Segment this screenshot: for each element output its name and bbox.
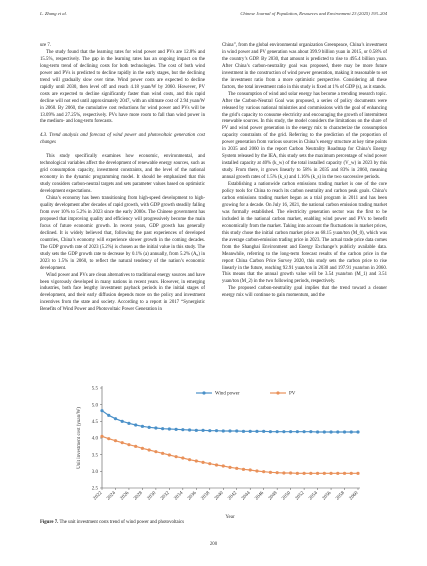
data-point (309, 472, 312, 475)
data-point (336, 472, 339, 475)
data-point (235, 429, 238, 432)
legend-label: Wind power (215, 391, 240, 397)
x-tick-label: 2026 (119, 490, 131, 502)
data-point (222, 429, 225, 432)
series-line (102, 411, 358, 432)
data-point (107, 437, 110, 440)
x-tick-label: 2038 (200, 490, 212, 502)
data-point (161, 452, 164, 455)
data-point (121, 441, 124, 444)
data-point (121, 420, 124, 423)
series-wind-power (100, 409, 359, 434)
x-tick-label: 2044 (241, 490, 252, 502)
data-point (262, 430, 265, 433)
figure-caption (40, 520, 184, 525)
data-point (235, 467, 238, 470)
data-point (329, 472, 332, 475)
x-tick-label: 2030 (146, 490, 158, 502)
data-point (201, 461, 204, 464)
data-point (356, 430, 359, 433)
data-point (289, 471, 292, 474)
paragraph: Establishing a nationwide carbon emissions trading market is one of the core policy tools for China to reach its carbon neutrality and carbon peak goals. China’s carbon emissions trading market began as a trial program in 2011 and has been growing for a decade. On July 16, 2021, the national carbon emission trading market was formally established. The electricity generation sector was the first to be included in the national carbon market, enabling wind power and PVs to benefit economically from the market. Taking into account the fluctuations in market prices, this study chose the initial carbon market price as 68.15 yuan/ton (M_0), which was the average carbon-emission trading price in 2023. The actual trade price data comes from the Shanghai Environment and Energy Exchange’s publicly available data. Meanwhile, referring to the long-term forecast results of the carbon price in the report China Carbon Price Survey 2020, this study sets the carbon price to rise linearly in the future, reaching 92.91 yuan/ton in 2030 and 197.91 yuan/ton in 2060. This means that the annual growth value will be 3.54 yuan/ton (M_1) and 3.51 yuan/ton (M_2) in the two following periods, respectively. (222, 182, 387, 285)
data-point (100, 435, 103, 438)
data-point (100, 409, 103, 412)
y-tick-label: 2.5 (91, 486, 98, 492)
x-tick-label: 2058 (335, 490, 346, 502)
data-point (343, 472, 346, 475)
y-tick-label: 3.5 (91, 453, 98, 459)
running-header-authors: L. Zhang et al. (40, 11, 67, 16)
data-point (249, 430, 252, 433)
data-point (114, 417, 117, 420)
legend-marker (202, 391, 205, 394)
data-point (255, 430, 258, 433)
data-point (114, 439, 117, 442)
y-tick-label: 4.0 (91, 436, 98, 442)
data-point (161, 427, 164, 430)
page-number: 200 (209, 542, 218, 547)
data-point (215, 463, 218, 466)
x-tick-label: 2022 (92, 490, 104, 502)
x-tick-label: 2032 (160, 490, 171, 502)
data-point (269, 471, 272, 474)
data-point (208, 462, 211, 465)
running-header-journal: Chinese Journal of Population, Resources and Environment 23 (2025) 193–204 (240, 11, 387, 16)
y-tick-label: 3.0 (91, 470, 98, 476)
x-tick-label: 2056 (321, 490, 333, 502)
series-pv (100, 435, 359, 475)
y-tick-label: 5.0 (91, 403, 98, 409)
data-point (309, 430, 312, 433)
paragraph: This study specifically examines how economic, environmental, and technological variables affect the development of renewable energy sources, such as grid consumption capacity, investment constraints, and the level of the national economy in the dynamic programming model. It should be emphasized that this study considers carbon-neutral targets and sets parameter values based on optimistic development expectations. (40, 154, 205, 195)
data-point (255, 469, 258, 472)
data-point (303, 430, 306, 433)
paragraph: ure 7. (40, 43, 52, 48)
data-point (148, 448, 151, 451)
data-point (154, 426, 157, 429)
data-point (350, 472, 353, 475)
chart-axes (102, 386, 360, 488)
paragraph: China’s economy has been transitioning from high-speed development to high-quality development after decades of rapid growth, with GDP growth steadily falling from over 10% to 5.2% in 2023 since the early 2000s. The Chinese government has proposed that improving quality and efficiency will progressively become the main focus of future economic growth. In recent years, GDP growth has generally declined. It is widely believed that, following the past experiences of developed countries, China’s economy will experience slower growth in the coming decades. The GDP growth rate of 2023 (5.2%) is chosen as the initial value in this study. The study sets the GDP growth rate to decrease by 0.1% (a) annually, from 5.2% (A₀) in 2023 to 1.5% in 2060, to reflect the natural tendency of the nation’s economic development. (40, 196, 205, 271)
data-point (242, 468, 245, 471)
data-point (323, 430, 326, 433)
paragraph: Wind power and PVs are clean alternatives to traditional energy sources and have been vigorously developed in many nations in recent years. However, in emerging industries, both face lengthy investment payback periods in the initial stages of development, and their early diffusion depends more on the policy and investment incentives from the state and society. According to a report in 2017 “Synergistic Benefits of Wind Power and Photovoltaic Power Generation in (40, 272, 205, 313)
x-tick-label: 2028 (133, 490, 144, 502)
data-point (343, 430, 346, 433)
x-tick-label: 2048 (267, 490, 279, 502)
data-point (127, 443, 130, 446)
data-point (228, 429, 231, 432)
data-point (222, 464, 225, 467)
cost-trend-chart (68, 380, 368, 530)
data-point (289, 430, 292, 433)
data-point (188, 458, 191, 461)
x-tick-label: 2052 (294, 490, 306, 502)
data-point (175, 455, 178, 458)
x-tick-label: 2034 (173, 490, 185, 502)
data-point (148, 426, 151, 429)
x-tick-label: 2024 (106, 490, 117, 502)
data-point (208, 429, 211, 432)
x-tick-label: 2040 (214, 490, 225, 502)
x-tick-label: 2046 (254, 490, 266, 502)
data-point (296, 430, 299, 433)
data-point (154, 450, 157, 453)
data-point (336, 430, 339, 433)
section-heading: 4.3. Trend analysis and forecast of wind power and photovoltaic generation cost changes (40, 133, 205, 146)
data-point (269, 430, 272, 433)
y-axis-ticks (92, 387, 102, 492)
data-point (276, 430, 279, 433)
data-point (181, 428, 184, 431)
x-tick-label: 2054 (308, 490, 319, 502)
figure-caption-label: Figure 7. (40, 520, 59, 525)
right-column (222, 43, 387, 300)
data-point (316, 472, 319, 475)
x-axis-ticks (93, 488, 360, 501)
data-point (276, 471, 279, 474)
paragraph: The consumption of wind and solar energy has become a trending research topic. After the Carbon-Neutral Goal was proposed, a series of policy documents were released by various national ministries and commissions with the goal of enhancing the grid’s capacity to consume electricity and encouraging the growth of intermittent renewable sources. In this study, the model considers the limitations on the share of PV and wind power generation in the energy mix to characterize the consumption capacity constraints of the grid. Referring to the prediction of the proportion of power generation from various sources in China’s energy structure at key time points in 2035 and 2060 in the report Carbon Neutrality Roadmap for China’s Energy System released by the IEA, this study sets the maximum percentage of wind power installed capacity at 40% (k_w) of the total installed capacity (V_w) in 2023 by this study. From there, it grows linearly to 58% in 2035 and 83% in 2060, meaning annual growth rates of 1.5% (k_s) and 1.16% (k_s) in the two successive periods. (222, 91, 387, 181)
y-tick-label: 4.5 (91, 420, 98, 426)
legend-label: PV (289, 391, 296, 397)
data-point (242, 430, 245, 433)
x-tick-label: 2050 (281, 490, 293, 502)
data-point (262, 470, 265, 473)
left-column (40, 43, 205, 314)
data-point (195, 459, 198, 462)
data-point (296, 472, 299, 475)
data-point (282, 430, 285, 433)
data-point (316, 430, 319, 433)
data-point (350, 430, 353, 433)
data-point (134, 445, 137, 448)
x-tick-label: 2060 (348, 490, 360, 502)
data-point (228, 466, 231, 469)
data-point (329, 430, 332, 433)
legend-marker (276, 391, 279, 394)
data-point (195, 429, 198, 432)
y-tick-label: 5.5 (91, 386, 98, 392)
x-axis-label: Year (225, 515, 235, 520)
data-point (168, 453, 171, 456)
chart-legend (196, 391, 296, 396)
paragraph: The proposed carbon-neutrality goal implies that the trend toward a cleaner energy mix will continue to gain momentum, and the (222, 286, 387, 299)
data-point (323, 472, 326, 475)
data-point (107, 414, 110, 417)
data-point (201, 429, 204, 432)
data-point (181, 456, 184, 459)
data-point (168, 427, 171, 430)
figure-caption-text: The unit investment costs trend of wind power and photovoltaics (59, 520, 184, 525)
data-point (303, 472, 306, 475)
y-axis-label: Unit investment cost (yuan/W) (77, 407, 82, 469)
data-point (127, 422, 130, 425)
chart-series (100, 409, 359, 475)
data-point (356, 472, 359, 475)
x-tick-label: 2042 (227, 490, 239, 502)
data-point (215, 429, 218, 432)
data-point (282, 471, 285, 474)
data-point (188, 428, 191, 431)
data-point (249, 468, 252, 471)
paragraph: China”, from the global environmental organization Greenpeace, China’s investment in wind power and PV generation was about 399.9 billion yuan in 2015, or 0.58% of the country’s GDP. By 2030, that amount is predicted to rise to 495.4 billion yuan. After China’s carbon-neutrality goal was proposed, there may be more future investment in the construction of wind power generation, making it reasonable to set the investment ratio from a more optimistic perspective. Considering all these factors, the total investment ratio in this study is fixed at 1% of GDP (s), as it stands. (222, 43, 387, 90)
x-tick-label: 2036 (187, 490, 198, 502)
paragraph: The study found that the learning rates for wind power and PVs are 12.8% and 15.5%, respectively. The gap in the learning rates has an ongoing impact on the long-term trend of declining costs for both technologies. The cost of both wind power and PVs is predicted to decline rapidly in the early stages, but the declining trend will gradually slow over time. Wind power costs are expected to decline rapidly until 2030, then level off and reach 4.18 yuan/W by 2060. However, PV costs are expected to decline significantly faster than wind costs, and this rapid decline will not end until approximately 2047, with an ultimate cost of 2.94 yuan/W in 2060. By 2060, the cumulative cost reductions for wind power and PVs will be 13.09% and 27.25%, respectively. PVs have more room to fall than wind power in the medium- and long-term forecasts. (40, 49, 205, 125)
data-point (175, 428, 178, 431)
data-point (141, 447, 144, 450)
data-point (141, 425, 144, 428)
data-point (134, 423, 137, 426)
